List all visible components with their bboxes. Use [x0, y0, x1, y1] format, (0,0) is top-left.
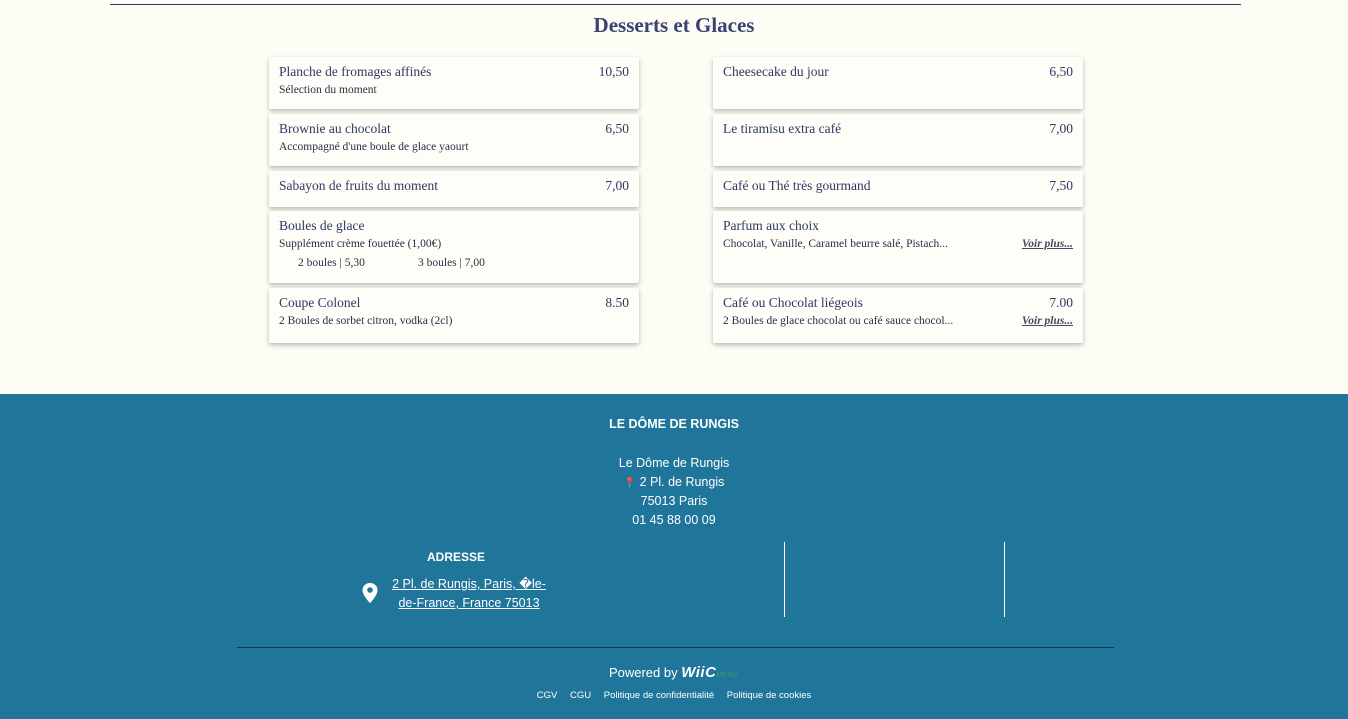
item-name: Sabayon de fruits du moment — [279, 178, 438, 193]
item-price: 7,50 — [1049, 178, 1073, 193]
site-footer — [0, 394, 1348, 719]
item-price: 7.00 — [1049, 295, 1073, 310]
item-name: Le tiramisu extra café — [723, 121, 842, 136]
item-name: Cheesecake du jour — [723, 64, 829, 79]
item-price: 7,00 — [1049, 121, 1073, 136]
wiic-logo[interactable]: WiiC — [681, 664, 717, 681]
powered-by-text: Powered by — [608, 665, 678, 680]
footer-name-line: Le Dôme de Rungis — [618, 456, 730, 470]
size-option: 2 boules | 5,30 — [298, 257, 365, 269]
item-name: Café ou Chocolat liégeois — [723, 295, 863, 310]
cgu-link[interactable]: CGU — [569, 690, 592, 701]
see-more-link[interactable]: Voir plus... — [1021, 238, 1073, 250]
menu-item-card[interactable] — [269, 57, 639, 109]
item-name: Boules de glace — [279, 218, 365, 233]
wiic-logo-sub: MENU — [716, 672, 740, 679]
footer-city-line: 75013 Paris — [640, 494, 708, 508]
item-price: 8.50 — [605, 295, 629, 310]
footer-street-line — [0, 475, 1348, 489]
item-price: 6,50 — [605, 121, 629, 136]
item-name: Brownie au chocolat — [279, 121, 391, 136]
pin-emoji-icon: 📍 — [623, 478, 637, 489]
menu-item-card[interactable] — [269, 171, 639, 207]
item-description: Sélection du moment — [279, 84, 377, 96]
item-name: Café ou Thé très gourmand — [723, 178, 871, 193]
powered-by — [0, 664, 1348, 681]
cgv-link[interactable]: CGV — [536, 690, 558, 701]
item-description: Accompagné d'une boule de glace yaourt — [279, 141, 469, 153]
item-name: Parfum aux choix — [723, 218, 819, 233]
menu-item-card[interactable] — [713, 57, 1083, 109]
item-name: Planche de fromages affinés — [279, 64, 432, 79]
item-description: 2 Boules de sorbet citron, vodka (2cl) — [279, 315, 453, 327]
item-description: Chocolat, Vanille, Caramel beurre salé, Pistach... — [723, 238, 948, 250]
item-description: 2 Boules de glace chocolat ou café sauce chocol... — [723, 315, 954, 327]
footer-column-divider — [1004, 542, 1005, 617]
item-price: 7,00 — [605, 178, 629, 193]
footer-divider — [237, 647, 1114, 648]
footer-column-divider — [784, 542, 785, 617]
privacy-policy-link[interactable]: Politique de confidentialité — [603, 690, 715, 701]
menu-item-card[interactable] — [713, 211, 1083, 283]
location-pin-icon — [362, 583, 378, 603]
address-title: ADRESSE — [426, 550, 485, 564]
cookie-policy-link[interactable]: Politique de cookies — [726, 690, 812, 701]
menu-item-card[interactable] — [713, 288, 1083, 343]
item-price: 6,50 — [1049, 64, 1073, 79]
footer-street: 2 Pl. de Rungis — [639, 475, 725, 489]
footer-restaurant-name: LE DÔME DE RUNGIS — [609, 417, 739, 431]
menu-item-card[interactable] — [269, 114, 639, 166]
item-name: Coupe Colonel — [279, 295, 361, 310]
legal-links — [0, 690, 1348, 701]
section-title: Desserts et Glaces — [593, 13, 755, 37]
see-more-link[interactable]: Voir plus... — [1021, 315, 1073, 327]
item-price: 10,50 — [598, 64, 629, 79]
menu-item-card[interactable] — [713, 114, 1083, 166]
size-option: 3 boules | 7,00 — [418, 257, 485, 269]
footer-phone[interactable]: 01 45 88 00 09 — [632, 513, 716, 527]
menu-item-card[interactable] — [269, 211, 639, 283]
menu-item-card[interactable] — [713, 171, 1083, 207]
item-description: Supplément crème fouettée (1,00€) — [279, 238, 442, 250]
address-link[interactable]: 2 Pl. de Rungis, Paris, �le-de-France, France 75013 — [392, 577, 546, 610]
top-divider — [110, 4, 1241, 5]
menu-item-card[interactable] — [269, 288, 639, 343]
